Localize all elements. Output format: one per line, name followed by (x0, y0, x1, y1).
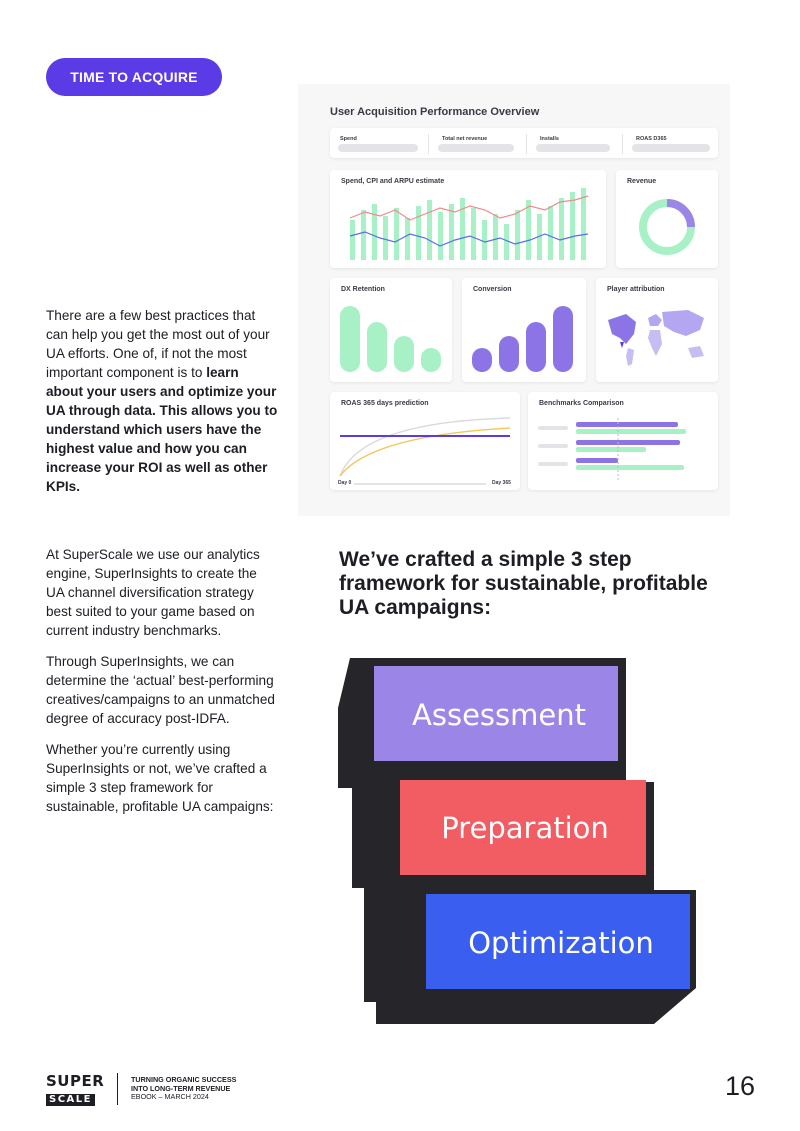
body-paragraph: At SuperScale we use our analytics engine, SuperInsights to create the UA channel diversification strategy best suited to your game based on current industry benchmarks. (46, 547, 260, 638)
metric-value-placeholder (438, 144, 514, 152)
body-column (46, 545, 278, 828)
logo-bottom: SCALE (46, 1094, 95, 1106)
metric-value-placeholder (338, 144, 418, 152)
player-attribution-card (596, 278, 718, 382)
spend-cpi-chart (330, 170, 606, 268)
metric-label: Spend (340, 136, 357, 142)
step-1 (374, 666, 618, 761)
framework-heading: We’ve crafted a simple 3 step framework for sustainable, profitable UA campaigns: (339, 548, 708, 619)
metric-label: Total net revenue (442, 136, 488, 142)
roas-axis-start: Day 0 (338, 480, 352, 486)
card-title: Benchmarks Comparison (539, 400, 624, 407)
bar-group (350, 188, 586, 260)
page-number: 16 (725, 1071, 756, 1101)
world-map (596, 278, 718, 382)
step-2-label: Preparation (441, 811, 609, 845)
metric-label: ROAS D365 (636, 136, 667, 142)
dashboard-illustration (298, 84, 730, 516)
body-paragraph: Whether you’re currently using SuperInsights or not, we’ve crafted a simple 3 step framework for sustainable, profitable UA campaigns: (46, 742, 274, 814)
footer-caption (131, 1076, 236, 1102)
metric-value-placeholder (536, 144, 610, 152)
conversion-chart (462, 278, 586, 382)
card-title: ROAS 365 days prediction (341, 400, 429, 407)
roas-card (330, 392, 520, 490)
card-title: Revenue (627, 178, 657, 185)
benchmarks-card (528, 392, 718, 490)
step-3-label: Optimization (468, 926, 654, 960)
superscale-logo (46, 1074, 104, 1107)
benchmarks-chart (528, 392, 718, 490)
metric-label: Installs (540, 136, 559, 142)
dashboard-title: User Acquisition Performance Overview (330, 106, 540, 118)
step-2 (400, 780, 646, 875)
body-paragraph: Through SuperInsights, we can determine the ‘actual’ best-performing creatives/campaigns to an unmatched degree of accuracy post-IDFA. (46, 654, 275, 726)
logo-top: SUPER (46, 1072, 105, 1090)
intro-bold-text: learn about your users and optimize your UA through data. This allows you to understand which users have the highest value and how you can increase your ROI as well as other KPIs. (46, 365, 278, 494)
intro-paragraph (46, 306, 278, 496)
spend-cpi-card (330, 170, 606, 268)
roas-axis-end: Day 365 (492, 480, 511, 486)
retention-chart (330, 278, 452, 382)
footer-line-2: INTO LONG-TERM REVENUE (131, 1083, 231, 1093)
roas-chart (330, 392, 520, 490)
divider (526, 134, 527, 154)
revenue-donut (616, 170, 718, 268)
metrics-card (330, 128, 718, 158)
step-3 (426, 894, 690, 989)
card-title: Conversion (473, 286, 512, 293)
metric-value-placeholder (632, 144, 710, 152)
footer-line-3: EBOOK – MARCH 2024 (131, 1092, 209, 1102)
card-title: DX Retention (341, 286, 385, 293)
divider (622, 134, 623, 154)
intro-text: There are a few best practices that can help you get the most out of your UA efforts. One of, if not the most important component is to (46, 308, 270, 380)
footer-divider (117, 1073, 118, 1105)
card-title: Spend, CPI and ARPU estimate (341, 178, 445, 185)
revenue-card (616, 170, 718, 268)
framework-steps (336, 658, 700, 1030)
dx-retention-card (330, 278, 452, 382)
section-pill: TIME TO ACQUIRE (46, 58, 222, 96)
footer-line-1: TURNING ORGANIC SUCCESS (131, 1075, 237, 1084)
step-1-label: Assessment (412, 698, 586, 732)
divider (428, 134, 429, 154)
card-title: Player attribution (607, 286, 665, 293)
conversion-card (462, 278, 586, 382)
